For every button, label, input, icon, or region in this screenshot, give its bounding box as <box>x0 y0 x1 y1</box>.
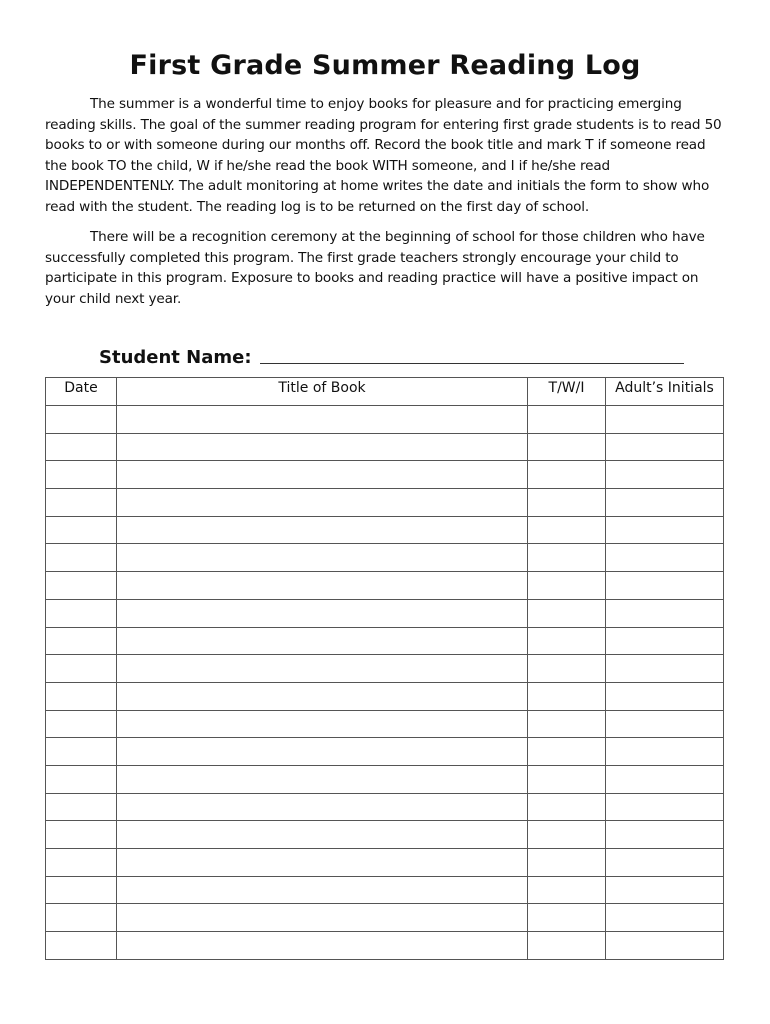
initials-cell[interactable] <box>606 765 724 793</box>
initials-cell[interactable] <box>606 932 724 960</box>
table-row <box>46 516 724 544</box>
date-cell[interactable] <box>46 489 117 517</box>
twi-cell[interactable] <box>528 433 606 461</box>
twi-cell[interactable] <box>528 793 606 821</box>
title-cell[interactable] <box>117 489 528 517</box>
title-cell[interactable] <box>117 461 528 489</box>
title-cell[interactable] <box>117 544 528 572</box>
initials-cell[interactable] <box>606 599 724 627</box>
table-row <box>46 738 724 766</box>
twi-cell[interactable] <box>528 655 606 683</box>
title-cell[interactable] <box>117 765 528 793</box>
student-name-label: Student Name: <box>99 347 252 368</box>
twi-cell[interactable] <box>528 682 606 710</box>
twi-cell[interactable] <box>528 516 606 544</box>
title-cell[interactable] <box>117 932 528 960</box>
date-cell[interactable] <box>46 932 117 960</box>
column-header-date: Date <box>46 378 117 406</box>
date-cell[interactable] <box>46 738 117 766</box>
initials-cell[interactable] <box>606 849 724 877</box>
table-row <box>46 765 724 793</box>
twi-cell[interactable] <box>528 461 606 489</box>
twi-cell[interactable] <box>528 489 606 517</box>
table-row <box>46 849 724 877</box>
twi-cell[interactable] <box>528 765 606 793</box>
table-row <box>46 655 724 683</box>
initials-cell[interactable] <box>606 544 724 572</box>
initials-cell[interactable] <box>606 710 724 738</box>
twi-cell[interactable] <box>528 849 606 877</box>
initials-cell[interactable] <box>606 572 724 600</box>
title-cell[interactable] <box>117 849 528 877</box>
initials-cell[interactable] <box>606 433 724 461</box>
date-cell[interactable] <box>46 406 117 434</box>
table-row <box>46 682 724 710</box>
table-row <box>46 904 724 932</box>
title-cell[interactable] <box>117 627 528 655</box>
title-cell[interactable] <box>117 599 528 627</box>
student-name-row <box>99 340 684 370</box>
twi-cell[interactable] <box>528 627 606 655</box>
date-cell[interactable] <box>46 516 117 544</box>
date-cell[interactable] <box>46 599 117 627</box>
title-cell[interactable] <box>117 710 528 738</box>
title-cell[interactable] <box>117 655 528 683</box>
title-cell[interactable] <box>117 433 528 461</box>
date-cell[interactable] <box>46 572 117 600</box>
table-row <box>46 932 724 960</box>
initials-cell[interactable] <box>606 627 724 655</box>
title-cell[interactable] <box>117 904 528 932</box>
initials-cell[interactable] <box>606 738 724 766</box>
date-cell[interactable] <box>46 765 117 793</box>
date-cell[interactable] <box>46 904 117 932</box>
date-cell[interactable] <box>46 433 117 461</box>
title-cell[interactable] <box>117 793 528 821</box>
title-cell[interactable] <box>117 516 528 544</box>
column-header-initials: Adult’s Initials <box>606 378 724 406</box>
date-cell[interactable] <box>46 461 117 489</box>
table-header-row <box>46 378 724 406</box>
twi-cell[interactable] <box>528 932 606 960</box>
reading-log-table <box>45 377 724 960</box>
initials-cell[interactable] <box>606 406 724 434</box>
table-row <box>46 627 724 655</box>
twi-cell[interactable] <box>528 710 606 738</box>
table-row <box>46 544 724 572</box>
initials-cell[interactable] <box>606 793 724 821</box>
page-title: First Grade Summer Reading Log <box>129 50 641 81</box>
twi-cell[interactable] <box>528 904 606 932</box>
title-cell[interactable] <box>117 406 528 434</box>
table-row <box>46 821 724 849</box>
title-cell[interactable] <box>117 876 528 904</box>
table-body <box>46 406 724 960</box>
initials-cell[interactable] <box>606 821 724 849</box>
table-row <box>46 710 724 738</box>
table-row <box>46 599 724 627</box>
table-row <box>46 572 724 600</box>
twi-cell[interactable] <box>528 599 606 627</box>
column-header-twi: T/W/I <box>528 378 606 406</box>
date-cell[interactable] <box>46 627 117 655</box>
initials-cell[interactable] <box>606 682 724 710</box>
date-cell[interactable] <box>46 793 117 821</box>
date-cell[interactable] <box>46 821 117 849</box>
initials-cell[interactable] <box>606 489 724 517</box>
date-cell[interactable] <box>46 849 117 877</box>
twi-cell[interactable] <box>528 544 606 572</box>
date-cell[interactable] <box>46 682 117 710</box>
title-cell[interactable] <box>117 738 528 766</box>
column-header-title: Title of Book <box>117 378 528 406</box>
student-name-field[interactable] <box>260 362 684 364</box>
date-cell[interactable] <box>46 710 117 738</box>
intro-text <box>45 94 725 319</box>
twi-cell[interactable] <box>528 821 606 849</box>
table-row <box>46 793 724 821</box>
date-cell[interactable] <box>46 544 117 572</box>
twi-cell[interactable] <box>528 876 606 904</box>
initials-cell[interactable] <box>606 655 724 683</box>
table-row <box>46 406 724 434</box>
title-cell[interactable] <box>117 572 528 600</box>
table-row <box>46 433 724 461</box>
twi-cell[interactable] <box>528 572 606 600</box>
table-row <box>46 876 724 904</box>
initials-cell[interactable] <box>606 876 724 904</box>
initials-cell[interactable] <box>606 516 724 544</box>
title-cell[interactable] <box>117 682 528 710</box>
initials-cell[interactable] <box>606 904 724 932</box>
date-cell[interactable] <box>46 876 117 904</box>
date-cell[interactable] <box>46 655 117 683</box>
intro-paragraph-2: There will be a recognition ceremony at the beginning of school for those children who have successfully completed this program. The first grade teachers strongly encourage your child to participate in this program. Exposure to books and reading practice will have a positive impact on your child next year. <box>45 229 705 307</box>
twi-cell[interactable] <box>528 738 606 766</box>
intro-paragraph-1: The summer is a wonderful time to enjoy books for pleasure and for practicing emerging reading skills. The goal of the summer reading program for entering first grade students is to read 50 books to or with someone during our months off. Record the book title and mark T if someone read the book TO the child, W if he/she read the book WITH someone, and I if he/she read INDEPENDENTENLY. The adult monitoring at home writes the date and initials the form to show who read with the student. The reading log is to be returned on the first day of school. <box>45 96 722 215</box>
table-row <box>46 461 724 489</box>
twi-cell[interactable] <box>528 406 606 434</box>
table-row <box>46 489 724 517</box>
initials-cell[interactable] <box>606 461 724 489</box>
title-cell[interactable] <box>117 821 528 849</box>
